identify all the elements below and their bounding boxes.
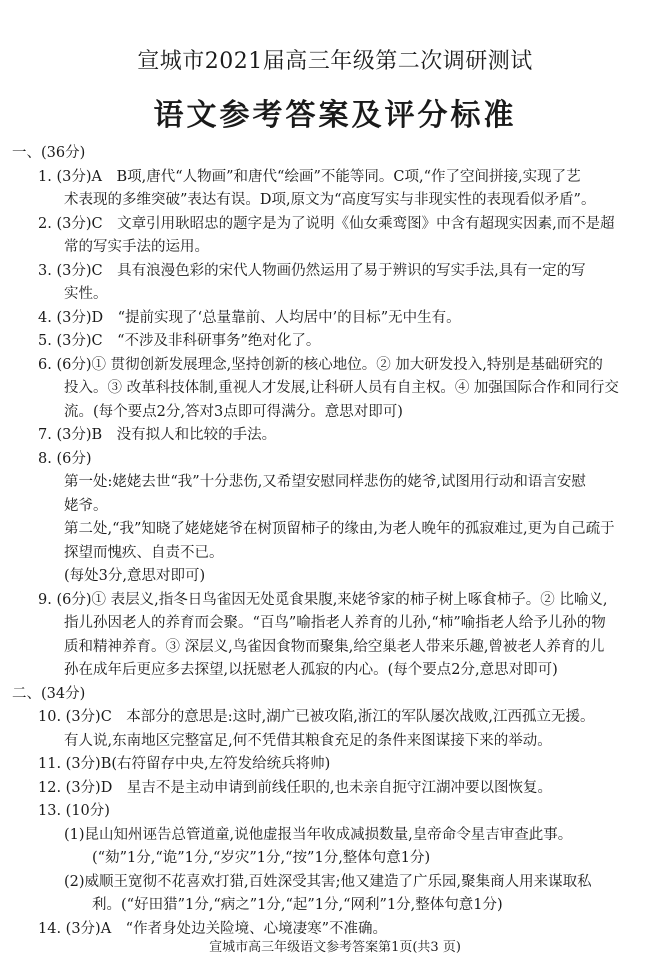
answer-line: 质和精神养育。③ 深层义,鸟雀因食物而聚集,给空巢老人带来乐趣,曾被老人养育的儿 xyxy=(64,638,605,655)
answer-line: 8. (6分) xyxy=(38,450,92,467)
answer-body xyxy=(0,142,670,941)
answer-line: 常的写实手法的运用。 xyxy=(64,239,209,255)
answer-line: 14. (3分)A “作者身处边关险境、心境凄寒”不准确。 xyxy=(38,920,388,937)
answer-line: 2. (3分)C 文章引用耿昭忠的题字是为了说明《仙女乘鸾图》中含有超现实因素,而不是超 xyxy=(38,215,615,232)
answer-line: 3. (3分)C 具有浪漫色彩的宋代人物画仍然运用了易于辨识的写实手法,具有一定的写 xyxy=(38,262,586,279)
answer-line: 有人说,东南地区完整富足,何不凭借其粮食充足的条件来图谋接下来的举动。 xyxy=(64,732,552,749)
answer-line: 10. (3分)C 本部分的意思是:这时,湖广已被攻陷,浙江的军队屡次战败,江西孤立无援。 xyxy=(38,709,595,725)
section-heading: 一、(36分) xyxy=(12,145,86,161)
answer-line: 11. (3分)B(右符留存中央,左符发给统兵将帅) xyxy=(38,756,331,772)
answer-line: 术表现的多维突破”表达有误。D项,原文为“高度写实与非现实性的表现看似矛盾”。 xyxy=(64,192,596,208)
answer-line: (每处3分,意思对即可) xyxy=(64,568,206,584)
section-heading: 二、(34分) xyxy=(12,685,86,702)
answer-line: 5. (3分)C “不涉及非科研事务”绝对化了。 xyxy=(38,333,321,349)
answer-line: (1)昆山知州诬告总管道童,说他虚报当年收成减损数量,皇帝命令星吉审查此事。 xyxy=(64,826,573,843)
answer-line: (2)威顺王宽彻不花喜欢打猎,百姓深受其害;他又建造了广乐园,聚集商人用来谋取私 xyxy=(64,873,592,890)
answer-line: 12. (3分)D 星吉不是主动申请到前线任职的,也未亲自扼守江湖冲要以图恢复。 xyxy=(38,779,552,796)
answer-line: 利。(“好田猎”1分,“病之”1分,“起”1分,“网利”1分,整体句意1分) xyxy=(92,897,503,913)
answer-line: 姥爷。 xyxy=(64,497,108,514)
answer-line: 7. (3分)B 没有拟人和比较的手法。 xyxy=(38,427,277,443)
answer-line: 第二处,“我”知晓了姥姥姥爷在树顶留柿子的缘由,为老人晚年的孤寂难过,更为自己疏于 xyxy=(64,521,615,537)
answer-line: 6. (6分)① 贯彻创新发展理念,坚持创新的核心地位。② 加大研发投入,特别是基础研究的 xyxy=(38,356,603,373)
answer-line: 第一处:姥姥去世“我”十分悲伤,又希望安慰同样悲伤的姥爷,试图用行动和语言安慰 xyxy=(64,474,586,490)
page-footer: 宣城市高三年级语文参考答案第1页(共3 页) xyxy=(209,940,461,955)
answer-line: 指儿孙因老人的养育而会聚。“百鸟”喻指老人养育的儿孙,“柿”喻指老人给予儿孙的物 xyxy=(64,615,606,631)
document-title: 语文参考答案及评分标准 xyxy=(153,98,517,133)
exam-title: 宣城市2021届高三年级第二次调研测试 xyxy=(137,49,533,74)
answer-line: 流。(每个要点2分,答对3点即可得满分。意思对即可) xyxy=(64,403,403,420)
answer-line: (“劾”1分,“诡”1分,“岁灾”1分,“按”1分,整体句意1分) xyxy=(92,850,431,866)
answer-line: 13. (10分) xyxy=(38,803,110,819)
answer-line: 孙在成年后更应多去探望,以抚慰老人孤寂的内心。(每个要点2分,意思对即可) xyxy=(64,662,558,678)
answer-line: 4. (3分)D “提前实现了‘总量靠前、人均居中’的目标”无中生有。 xyxy=(38,309,461,326)
answer-line: 投入。③ 改革科技体制,重视人才发展,让科研人员有自主权。④ 加强国际合作和同行交 xyxy=(64,380,619,396)
answer-line: 9. (6分)① 表层义,指冬日鸟雀因无处觅食果腹,来姥爷家的柿子树上啄食柿子。② 比喻义, xyxy=(38,591,608,608)
answer-line: 1. (3分)A B项,唐代“人物画”和唐代“绘画”不能等同。C项,“作了空间拼接,实现了艺 xyxy=(38,168,581,185)
answer-line: 实性。 xyxy=(64,286,108,302)
answer-line: 探望而愧疚、自责不已。 xyxy=(64,544,224,561)
